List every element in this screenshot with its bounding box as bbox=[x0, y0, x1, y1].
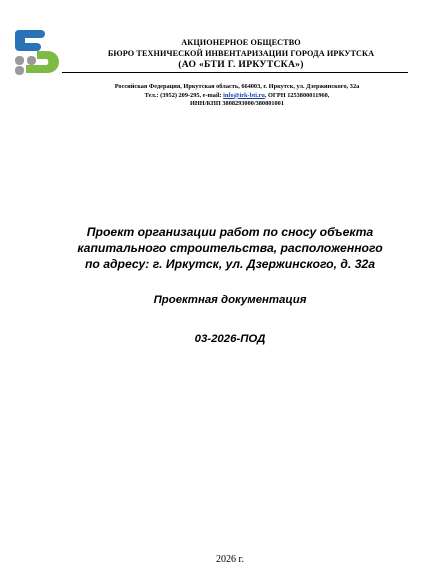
document-code: 03-2026-ПОД bbox=[194, 333, 266, 345]
phone-text: Тел.: (3952) 209-295, e-mail: bbox=[144, 91, 224, 99]
title-line-3: по адресу: г. Иркутск, ул. Дзержинского, д. 32а bbox=[84, 257, 376, 272]
title-line-1: Проект организации работ по сносу объекта bbox=[86, 225, 374, 239]
contact-block bbox=[62, 83, 412, 109]
email-link[interactable]: info@irk-bti.ru bbox=[223, 91, 265, 99]
inn-kpp-line: ИНН/КПП 3808293000/380801001 bbox=[190, 100, 284, 108]
document-year: 2026 г. bbox=[216, 554, 244, 565]
title-line-2: капитального строительства, расположенного bbox=[77, 241, 383, 256]
org-line-1: АКЦИОНЕРНОЕ ОБЩЕСТВО bbox=[181, 38, 301, 47]
address-line: Российская Федерация, Иркутская область, 664003, г. Иркутск, ул. Дзержинского, 32а bbox=[114, 83, 360, 90]
organization-header bbox=[62, 37, 420, 71]
document-title bbox=[20, 224, 440, 273]
document-type: Проектная документация bbox=[153, 294, 307, 306]
header-divider bbox=[62, 72, 408, 73]
ogrn-text: , ОГРН 1253800011960, bbox=[264, 91, 330, 99]
org-line-3: (АО «БТИ Г. ИРКУТСКА») bbox=[178, 59, 304, 70]
bti-logo-icon bbox=[14, 29, 60, 79]
org-line-2: БЮРО ТЕХНИЧЕСКОЙ ИНВЕНТАРИЗАЦИИ ГОРОДА ИРКУТСКА bbox=[107, 49, 375, 58]
phone-email-line bbox=[62, 92, 412, 101]
